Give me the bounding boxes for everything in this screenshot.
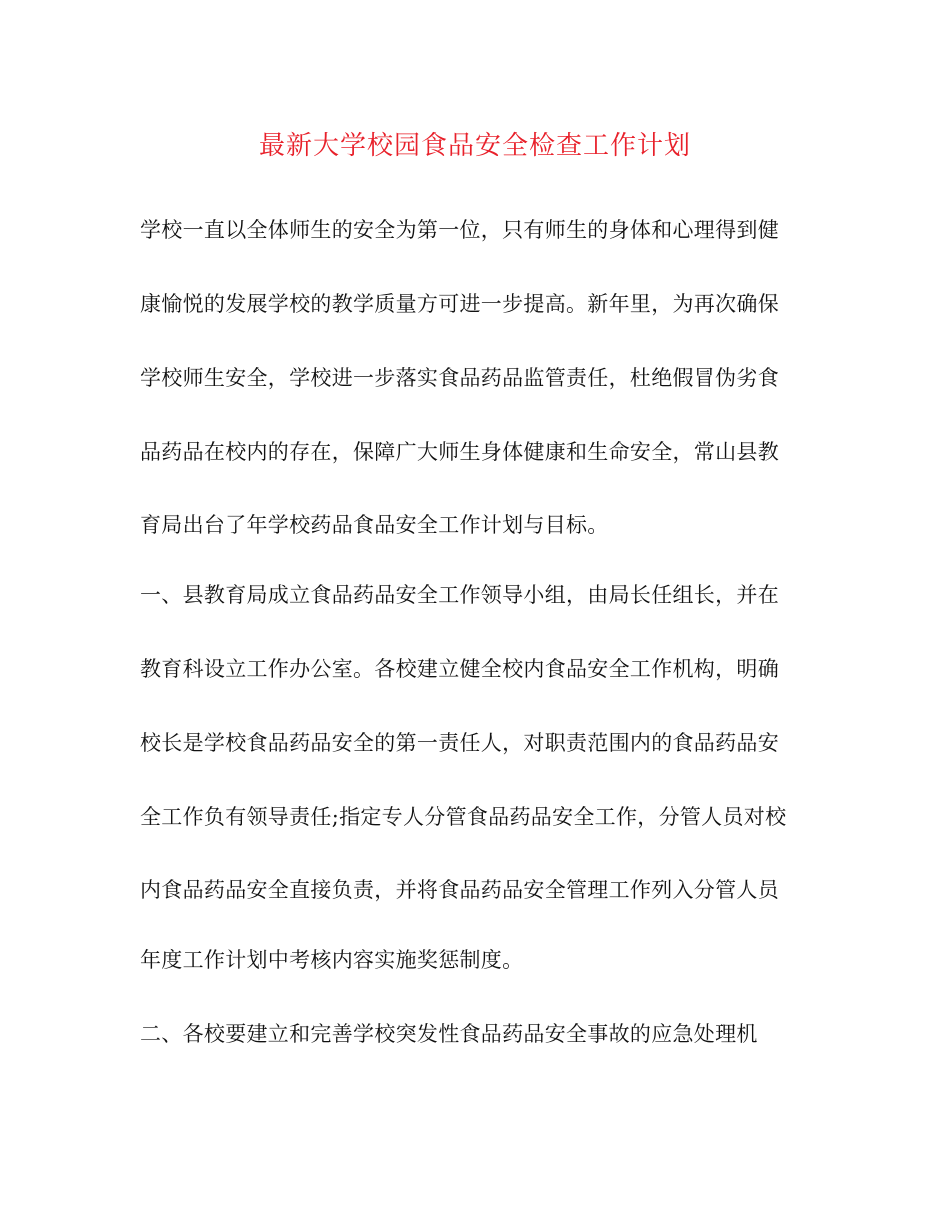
paragraph-line-4: 品药品在校内的存在，保障广大师生身体健康和生命安全，常山县教 xyxy=(140,440,779,464)
paragraph-line-1: 学校一直以全体师生的安全为第一位，只有师生的身体和心理得到健 xyxy=(140,218,779,242)
paragraph-line-8: 校长是学校食品药品安全的第一责任人，对职责范围内的食品药品安 xyxy=(140,731,779,755)
paragraph-line-3: 学校师生安全，学校进一步落实食品药品监管责任，杜绝假冒伪劣食 xyxy=(140,366,779,390)
paragraph-line-6: 一、县教育局成立食品药品安全工作领导小组，由局长任组长，并在 xyxy=(140,583,779,607)
paragraph-line-7: 教育科设立工作办公室。各校建立健全校内食品安全工作机构，明确 xyxy=(140,657,779,681)
paragraph-line-12: 二、各校要建立和完善学校突发性食品药品安全事故的应急处理机 xyxy=(140,1022,758,1046)
paragraph-line-9: 全工作负有领导责任;指定专人分管食品药品安全工作，分管人员对校 xyxy=(140,805,787,829)
document-title: 最新大学校园食品安全检查工作计划 xyxy=(258,131,691,161)
paragraph-line-10: 内食品药品安全直接负责，并将食品药品安全管理工作列入分管人员 xyxy=(140,878,779,902)
paragraph-line-5: 育局出台了年学校药品食品安全工作计划与目标。 xyxy=(140,513,609,537)
paragraph-line-11: 年度工作计划中考核内容实施奖惩制度。 xyxy=(140,948,524,972)
paragraph-line-2: 康愉悦的发展学校的教学质量方可进一步提高。新年里，为再次确保 xyxy=(140,292,779,316)
